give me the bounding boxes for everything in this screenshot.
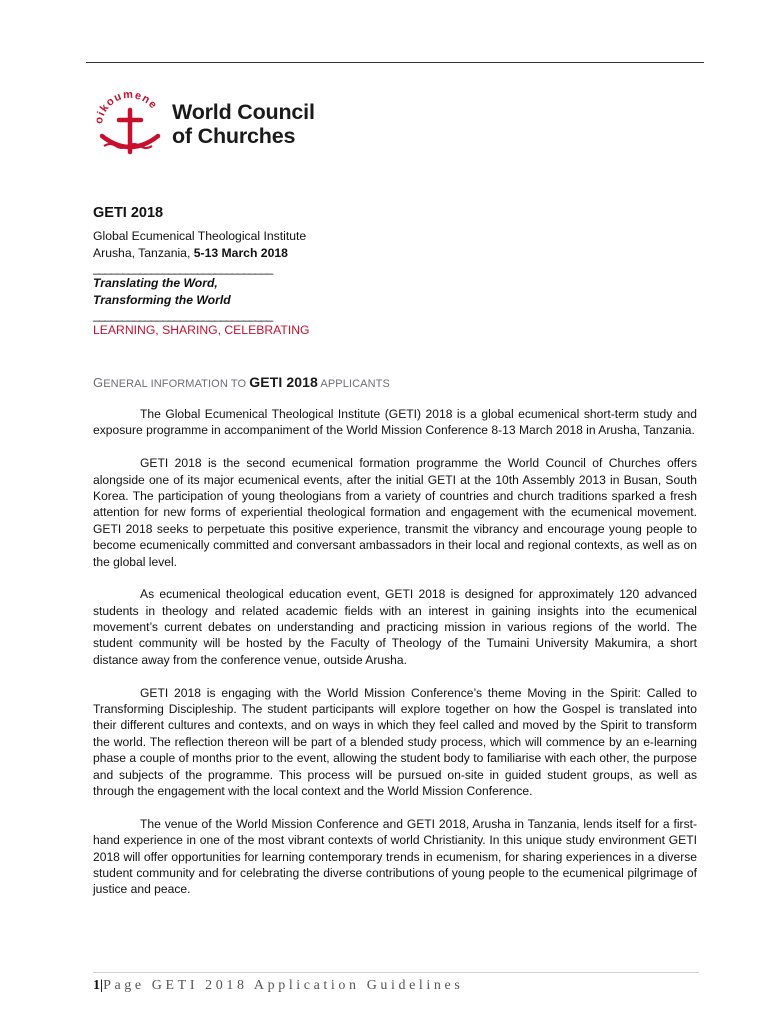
heading-post: APPLICANTS: [317, 378, 390, 390]
paragraph: The Global Ecumenical Theological Institute (GETI) 2018 is a global ecumenical short-term study and exposure programme in accompaniment of the World Mission Conference 8-13 March 2018 in Arusha, Tanzania.: [93, 407, 697, 438]
body-text: [93, 406, 697, 914]
heading-pre: ENERAL INFORMATION TO: [103, 378, 250, 390]
event-subtitle: Global Ecumenical Theological Institute: [93, 229, 307, 243]
tagline-line1: Translating the Word,: [93, 276, 218, 290]
header-rule-2: _______________________________: [93, 308, 273, 322]
page-number: 1: [93, 978, 100, 993]
logo-name-line1: World Council: [172, 100, 315, 124]
header-rule-1: _______________________________: [93, 261, 273, 275]
event-header: [93, 204, 423, 339]
footer-separator: |: [100, 978, 104, 993]
heading-initial: G: [93, 375, 104, 390]
event-location: Arusha, Tanzania,: [93, 245, 194, 260]
paragraph: GETI 2018 is the second ecumenical formation programme the World Council of Churches offers alongside one of its major ecumenical events, after the initial GETI at the 10th Assembly 2013 in Busan, South Korea. The participation of young theologians from a variety of countries and church traditions sparked a fresh attention for new forms of experiential theological formation and engagement with the ecumenical movement. GETI 2018 seeks to perpetuate this positive experience, transmit the vibrancy and encourage young people to become ecumenically committed and conversant ambassadors in their local and regional contexts, as well as on the global level.: [93, 456, 697, 569]
tagline-line2: Transforming the World: [93, 292, 231, 307]
paragraph: GETI 2018 is engaging with the World Mission Conference’s theme Moving in the Spirit: Called to Transforming Discipleship. The student participants will explore together on how the Gospel is translated into their different cultures and contexts, and on ways in which they feel called and moved by the Spirit to transform the world. The reflection thereon will be part of a blended study process, which will commence by an e-learning phase a couple of months prior to the event, allowing the student body to familiarise with each other, the purpose and subjects of the programme. This process will be pursued on-site in guided student groups, as well as through the engagement with the local context and the World Mission Conference.: [93, 685, 697, 799]
logo-name-line2: of Churches: [172, 124, 296, 148]
paragraph: The venue of the World Mission Conference and GETI 2018, Arusha in Tanzania, lends itself for a first-hand experience in one of the most vibrant contexts of world Christianity. In this unique study environment GETI 2018 will offer opportunities for learning contemporary trends in ecumenism, for sharing experiences in a diverse student community and for celebrating the diverse contributions of young people to the ecumenical pilgrimage of justice and peace.: [93, 816, 697, 897]
page-footer: [93, 978, 463, 994]
logo-ring-text: oikoumene: [92, 88, 160, 125]
event-location-line: [93, 245, 423, 262]
logo-wordmark: [172, 100, 315, 148]
footer-rule: [93, 972, 699, 973]
section-heading: [93, 374, 390, 390]
motto: LEARNING, SHARING, CELEBRATING: [93, 323, 310, 337]
top-rule: [86, 62, 704, 63]
wcc-logo: [90, 86, 330, 166]
page-title: GETI 2018: [93, 205, 164, 221]
heading-emphasis: GETI 2018: [249, 374, 318, 390]
footer-label: Page GETI 2018 Application Guidelines: [103, 978, 464, 993]
oikoumene-emblem-icon: [90, 86, 170, 166]
event-dates: 5-13 March 2018: [193, 245, 288, 260]
paragraph: As ecumenical theological education event, GETI 2018 is designed for approximately 120 advanced students in theology and related academic fields with an interest in gaining insights into the ecumenical movement’s current debates on understanding and practicing mission in various regions of the world. The student community will be hosted by the Faculty of Theology of the Tumaini University Makumira, a short distance away from the conference venue, outside Arusha.: [93, 587, 697, 667]
